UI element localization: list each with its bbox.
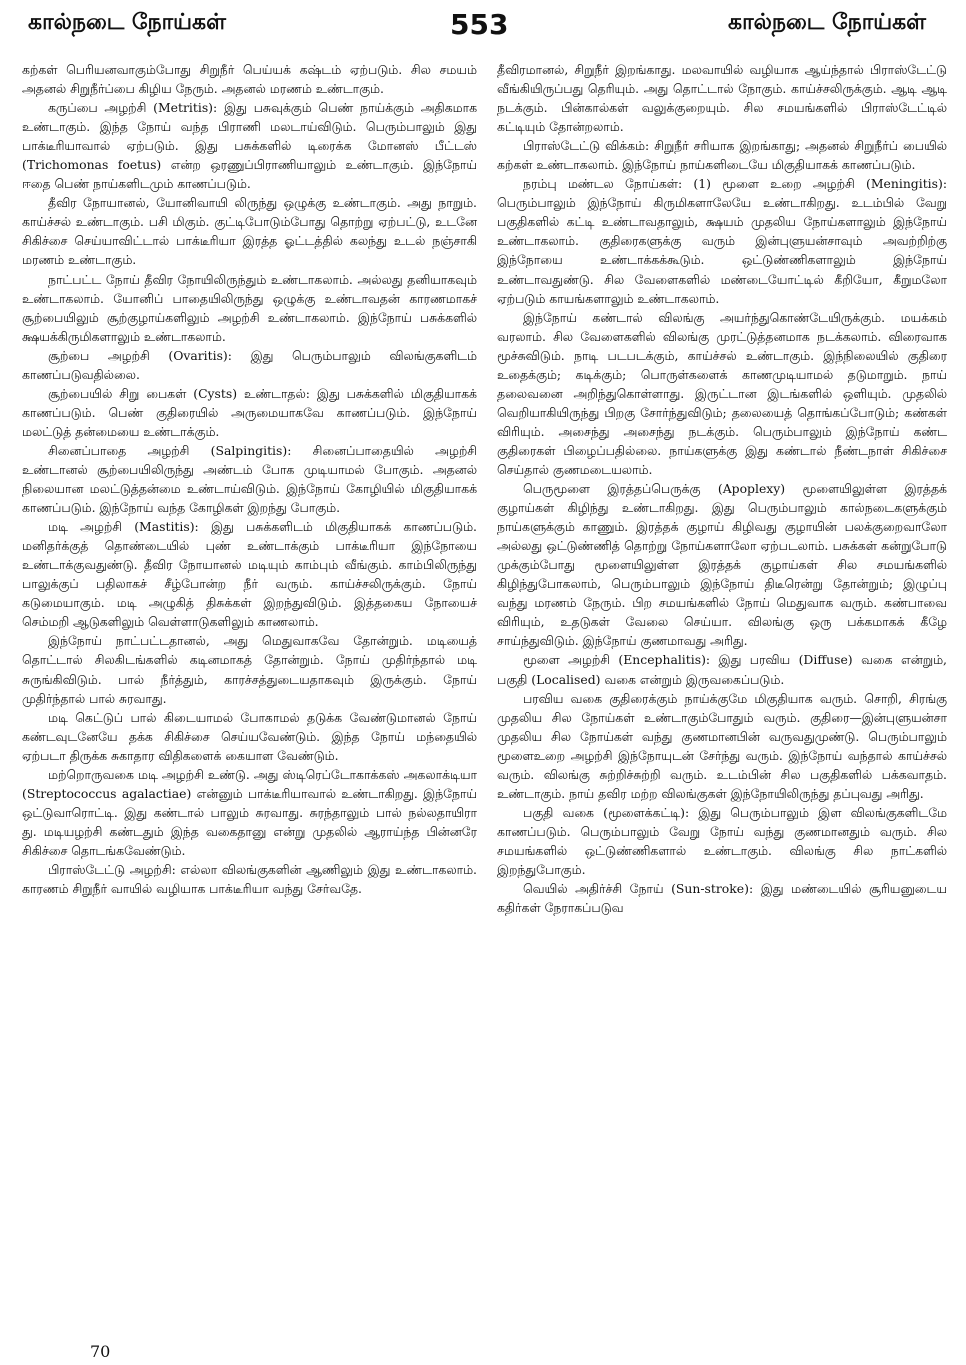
paragraph: நாட்பட்ட நோய் தீவிர நோயிலிருந்தும் உண்டாகலாம். அல்லது தனியாகவும் உண்டாகலாம். யோனிப் பாதையிலிருந்து ஒழுக்கு உண்டாவதன் காரணமாகச் சூற்பையிலும் சூற்குழாய்களிலும் அழற்சி உண்டாகலாம். இந்நோய் பசுக்களில் க்ஷயக்கிருமிகளாலும் உண்டாகலாம். xyxy=(22,271,477,344)
paragraph-cysts: சூற்பையில் சிறு பைகள் (Cysts) உண்டாதல்: இது பசுக்களில் மிகுதியாகக் காணப்படும். பெண் குதிரையில் அருமையாகவே காணப்படும். இந்நோய் மலட்டுத் தன்மையை உண்டாக்கும். xyxy=(22,385,477,439)
paragraph-apoplexy: பெருமூளை இரத்தப்பெருக்கு (Apoplexy) மூளையிலுள்ள இரத்தக் குழாய்கள் கிழிந்து உண்டாகிறது. இது பெரும்பாலும் கால்நடைகளுக்கும் நாய்களுக்கும் காணும். இரத்தக் குழாய் கிழிவது குழாயின் பலக்குறைவாலோ அல்லது ஒட்டுண்ணித் தொற்று நோய்களாலோ ஏற்படலாம். பசுக்கள் கன்றுபோடு முக்கும்போது மூளையிலுள்ள இரத்தக் குழாய்கள் சில சமயங்களில் கிழிந்துபோகலாம், பெரும்பாலும் இந்நோய் திடீரென்று தோன்றும்; இழுப்பு வந்து மரணம் நேரும். பிற சமயங்களில் நோய் மெதுவாக வரும். கண்பாவை விரியும், உதடுகள் வேலை செய்யா. விலங்கு ஒரு பக்கமாகக் கீழே சாய்ந்துவிடும். இந்நோய் குணமாவது அரிது. xyxy=(497,481,947,649)
paragraph-prostate-hypertrophy: பிராஸ்டேட்டு விக்கம்: சிறுநீர் சரியாக இறங்காது; அதனல் சிறுநீர்ப் பையில் கற்கள் உண்டாகலாம். இந்நோய் நாய்களிடையே மிகுதியாகக் காணப்படும். xyxy=(497,138,947,173)
paragraph-nervous-system-diseases: நரம்பு மண்டல நோய்கள்: (1) மூளை உறை அழற்சி (Meningitis): பெரும்பாலும் இந்நோய் கிருமிகளாலேயே உண்டாகிறது. உடம்பில் வேறு பகுதிகளில் கட்டி உண்டாவதாலும், க்ஷயம் முதலிய நோய்களாலும் இந்நோய் உண்டாகலாம். குதிரைகளுக்கு வரும் இன்புளுயன்சாவும் அவற்றிற்கு இந்நோயை உண்டாக்கக்கூடும். ஒட்டுண்ணிகளாலும் இந்நோய் உண்டாவதுண்டு. சில வேளைகளில் மண்டையோட்டில் கீறியோ, கீறுமலோ ஏற்படும் காயங்களாலும் உண்டாகலாம். xyxy=(497,176,947,306)
running-header xyxy=(0,6,966,46)
paragraph-salpingitis: சினைப்பாதை அழற்சி (Salpingitis): சினைப்பாதையில் அழற்சி உண்டானல் சூற்பையிலிருந்து அண்டம் போக முடியாமல் போகும். அதனல் நிலையான மலட்டுத்தன்மை உண்டாய்விடும். இந்நோய் கோழியில் மிகுதியாகக் காணப்படும். இந்நோய் வந்த கோழிகள் இறந்து போகும். xyxy=(22,442,477,516)
paragraph-ovaritis: சூற்பை அழற்சி (Ovaritis): இது பெரும்பாலும் விலங்குகளிடம் காணப்படுவதில்லை. xyxy=(22,347,477,382)
page-number: 553 xyxy=(450,8,509,41)
paragraph: மடி கெட்டுப் பால் கிடையாமல் போகாமல் தடுக்க வேண்டுமானல் நோய் கண்டவுடனேயே தக்க சிகிச்சை செய்யவேண்டும். இந்த நோய் மந்தையில் ஏற்படா திருக்க சுகாதார விதிகளைக் கையாள வேண்டும். xyxy=(22,709,477,763)
paragraph-sunstroke: வெயில் அதிர்ச்சி நோய் (Sun-stroke): இது மண்டையில் சூரியனுடைய கதிர்கள் நேராகப்படுவ xyxy=(497,881,947,916)
header-left-title: கால்நடை நோய்கள் xyxy=(28,10,226,35)
paragraph-streptococcus: மற்றொருவகை மடி அழற்சி உண்டு. அது ஸ்டிரெப்டோகாக்கஸ் அகலாக்டியா (Streptococcus agalactiae) என்னும் பாக்டீரியாவால் உண்டாகிறது. இந்நோய் ஒட்டுவாரொட்டி. இது கண்டால் பாலும் சுரவாது. சுரந்தாலும் பால் நல்லதாயிரா து. மடியழற்சி கண்டதும் இந்த வகைதானு என்று முதலில் ஆராய்ந்த பின்னரே சிகிச்சை தொடங்கவேண்டும். xyxy=(22,766,477,858)
paragraph-prostatitis: பிராஸ்டேட்டு அழற்சி: எல்லா விலங்குகளின் ஆணிலும் இது உண்டாகலாம். காரணம் சிறுநீர் வாயில் வழியாக பாக்டீரியா வந்து சேர்வதே. xyxy=(22,861,477,897)
paragraph-encephalitis: மூளை அழற்சி (Encephalitis): இது பரவிய (Diffuse) வகை என்றும், பகுதி (Localised) வகை என்றும் இருவகைப்படும். xyxy=(497,652,947,687)
paragraph: இந்நோய் நாட்பட்டதானல், அது மெதுவாகவே தோன்றும். மடியைத் தொட்டால் சிலகிடங்களில் கடினமாகத் தோன்றும். நோய் முதிர்ந்தால் மடி சுருங்கிவிடும். பால் நீர்த்தும், காரச்சத்துடையதாகவும் இருக்கும். நோய் முதிர்ந்தால் பால் சுரவாது. xyxy=(22,633,477,706)
paragraph: கற்கள் பெரியனவாகும்போது சிறுநீர் பெய்யக் கஷ்டம் ஏற்படும். சில சமயம் அதனல் சிறுநீர்ப்பை கிழிய நேரும். அதனல் மரணம் உண்டாகும். xyxy=(22,62,477,97)
paragraph: இந்நோய் கண்டால் விலங்கு அயர்ந்துகொண்டேயிருக்கும். மயக்கம் வரலாம். சில வேளைகளில் விலங்கு முரட்டுத்தனமாக நடக்கலாம். விரைவாக மூச்சுவிடும். நாடி படபடக்கும், காய்ச்சல் உண்டாகும். இந்நிலையில் குதிரை உதைக்கும்; கடிக்கும்; பொருள்களைக் காணமுடியாமல் தடுமாறும். நாய் தலைவனை அறிந்துகொள்ளாது. இருட்டான இடங்களில் ஒளியும். முதலில் வெறியாகியிருந்து பிறகு சோர்ந்துவிடும்; தலையைத் தொங்கப்போடும்; கண்கள் விரியும். அசைந்து அசைந்து நடக்கும். பெரும்பாலும் இந்நோய் கண்ட குதிரைகள் பிழைப்பதில்லை. நாய்களுக்கு இது கண்டால் நீண்டநாள் சிகிச்சை செய்தால் குணமடையலாம். xyxy=(497,309,947,477)
paragraph: பரவிய வகை குதிரைக்கும் நாய்க்குமே மிகுதியாக வரும். சொறி, சிரங்கு முதலிய சில நோய்கள் உண்டாகும்போதும் வரும். குதிரை—இன்புளுயன்சா முதலிய சில நோய்கள் வந்து குணமானபின் வருவதுமுண்டு. பெரும்பாலும் மூளைஉறை அழற்சி இந்நோயுடன் சேர்ந்து வரும். இந்நோய் வந்தால் காய்ச்சல் வரும். விலங்கு சுற்றிச்சுற்றி வரும். உடம்பின் சில பகுதிகளில் பக்கவாதம். உண்டாகும். நாய் தவிர மற்ற விலங்குகள் இந்நோயிலிருந்து தப்புவது அரிது. xyxy=(497,690,947,801)
paragraph: தீவிர நோயானல், யோனிவாயி லிருந்து ஒழுக்கு உண்டாகும். அது நாறும். காய்ச்சல் உண்டாகும். பசி மிகும். குட்டிபோடும்போது தொற்று ஏற்பட்டு, உடனே சிகிச்சை செய்யாவிட்டால் பாக்டீரியா இரத்த ஓட்டத்தில் கலந்து உடல் நஞ்சாகி மரணம் உண்டாகும். xyxy=(22,195,477,268)
left-column xyxy=(22,60,477,898)
folio: 70 xyxy=(90,1342,111,1361)
paragraph-mastitis: மடி அழற்சி (Mastitis): இது பசுக்களிடம் மிகுதியாகக் காணப்படும். மனிதர்க்குத் தொண்டையில் புண் உண்டாக்கும் பாக்டீரியா இந்நோயை உண்டாக்குவதுண்டு. தீவிர நோயானல் மடியும் காம்பும் வீங்கும். காம்பிலிருந்து பாலுக்குப் பதிலாகச் சீழ்போன்ற நீர் வரும். காய்ச்சலிருக்கும். நோய் கடுமையாகும். மடி அழுகித் திசுக்கள் இறந்துவிடும். இத்தகைய நோயைச் செம்மறி ஆடுகளிலும் வெள்ளாடுகளிலும் காணலாம். xyxy=(22,519,477,630)
header-right-title: கால்நடை நோய்கள் xyxy=(728,10,926,35)
paragraph-metritis: கருப்பை அழற்சி (Metritis): இது பசுவுக்கும் பெண் நாய்க்கும் அதிகமாக உண்டாகும். இந்த நோய் வந்த பிராணி மலடாய்விடும். பெரும்பாலும் இது பாக்டீரியாவால் ஏற்படும். இது பசுக்களில் டிரைக்க மோனஸ் பீட்டஸ் (Trichomonas foetus) என்ற ஒரணுப்பிராணியாலும் உண்டாகும். இந்நோய் ஈதை பெண் நாய்களிடமும் காணப்படும். xyxy=(22,100,477,192)
paragraph: தீவிரமானல், சிறுநீர் இறங்காது. மலவாயில் வழியாக ஆய்ந்தால் பிராஸ்டேட்டு வீங்கியிருப்பது தெரியும். அது தொட்டால் நோகும். காய்ச்சலிருக்கும். ஆடி ஆடி நடக்கும். பின்கால்கள் வலுக்குறையும். சில சமயங்களில் பிராஸ்டேட்டில் கட்டியும் தோன்றலாம். xyxy=(497,62,947,135)
right-column xyxy=(497,60,947,917)
paragraph-localised: பகுதி வகை (மூளைக்கட்டி): இது பெரும்பாலும் இள விலங்குகளிடமே காணப்படும். பெரும்பாலும் வேறு நோய் வந்து குணமானதும் வரும். சில சமயங்களில் ஒட்டுண்ணிகளால் உண்டாகும். விலங்கு சில நாட்களில் இறந்துபோகும். xyxy=(497,804,947,877)
